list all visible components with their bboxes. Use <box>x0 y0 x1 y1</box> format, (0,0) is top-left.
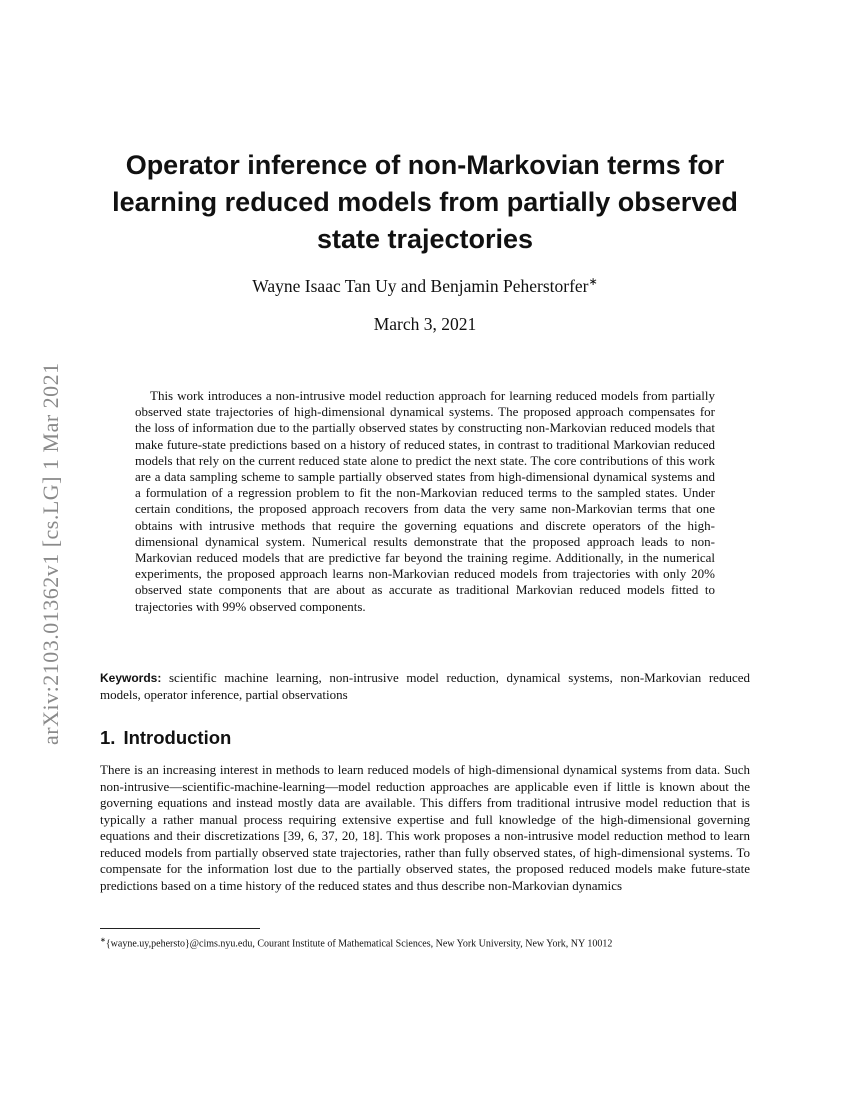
footnote-text: {wayne.uy,pehersto}@cims.nyu.edu, Courant Institute of Mathematical Sciences, New York University, New York, NY 10012 <box>105 938 613 950</box>
section-heading-introduction <box>100 727 231 749</box>
footnote-mark: ∗ <box>100 936 106 944</box>
keywords-text: scientific machine learning, non-intrusive model reduction, dynamical systems, non-Markovian reduced models, operator inference, partial observations <box>100 670 750 702</box>
keywords-block <box>100 670 750 703</box>
section-title: Introduction <box>123 727 232 748</box>
footnote-divider <box>100 928 260 929</box>
author-line <box>100 275 750 297</box>
paper-title: Operator inference of non-Markovian terms for learning reduced models from partially observed state trajectories <box>112 150 738 254</box>
section-number: 1. <box>100 727 116 748</box>
author-names: Wayne Isaac Tan Uy and Benjamin Peherstorfer <box>252 275 589 296</box>
introduction-paragraph: There is an increasing interest in methods to learn reduced models of high-dimensional dynamical systems from data. Such non-intrusive—scientific-machine-learning—model reduction approaches are applicable even if little is known about the governing equations and instead mostly data are available. This differs from traditional intrusive model reduction that is typically a rather manual process requiring extensive expertise and full knowledge of the high-dimensional governing equations and their discretizations [39, 6, 37, 20, 18]. This work proposes a non-intrusive model reduction method to learn reduced models from partially observed state trajectories, rather than fully observed states, of high-dimensional systems. To compensate for the information lost due to the partially observed states, the proposed reduced models make future-state predictions based on a time history of the reduced states and thus describe non-Markovian dynamics <box>100 762 750 893</box>
author-footnote-mark: ∗ <box>588 276 598 288</box>
paper-date: March 3, 2021 <box>373 314 477 334</box>
footnote <box>100 934 760 950</box>
keywords-label: Keywords: <box>100 671 162 685</box>
abstract: This work introduces a non-intrusive model reduction approach for learning reduced models from partially observed state trajectories of high-dimensional dynamical systems. The proposed approach compensates for the loss of information due to the partially observed states by constructing non-Markovian reduced models that make future-state predictions based on a history of reduced states, in contrast to traditional Markovian reduced models that rely on the current reduced state alone to predict the next state. The core contributions of this work are a data sampling scheme to sample partially observed states from high-dimensional dynamical systems and a formulation of a regression problem to fit the non-Markovian reduced terms to the sampled states. Under certain conditions, the proposed approach recovers from data the very same non-Markovian terms that one obtains with intrusive methods that require the governing equations and discrete operators of the high-dimensional dynamical system. Numerical results demonstrate that the proposed approach leads to non-Markovian reduced models that are predictive far beyond the training regime. Additionally, in the numerical experiments, the proposed approach learns non-Markovian reduced models from trajectories with only 20% observed state components that are about as accurate as traditional Markovian reduced models fitted to trajectories with 99% observed components. <box>135 388 715 614</box>
arxiv-identifier-stamp: arXiv:2103.01362v1 [cs.LG] 1 Mar 2021 <box>38 362 63 745</box>
